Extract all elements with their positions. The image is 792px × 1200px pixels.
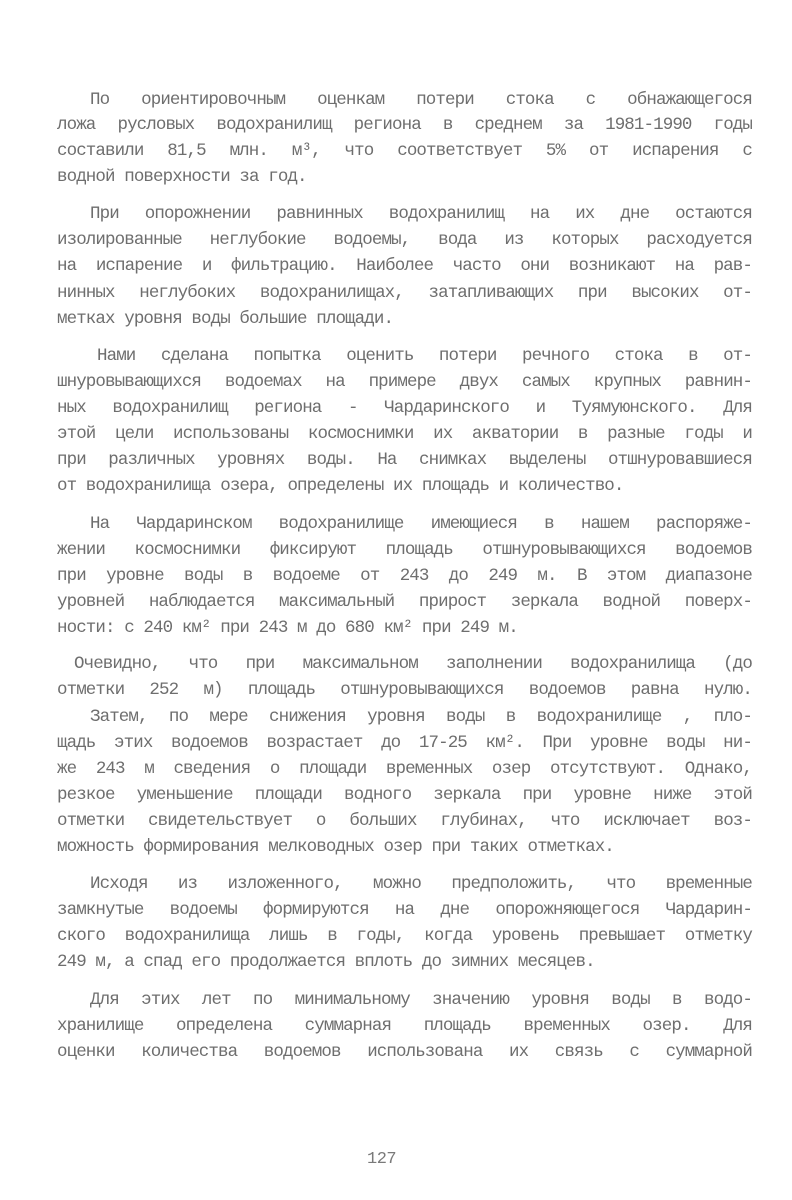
text-line: 249 м, а спад его продолжается вплоть до зимних месяцев. <box>57 952 595 972</box>
text-line: этой цели использованы космоснимки их акватории в разные годы и <box>57 424 752 444</box>
text-line: составили 81,5 млн. м³, что соответствует 5% от испарения с <box>57 141 752 161</box>
text-line: ложа русловых водохранилищ региона в среднем за 1981-1990 годы <box>57 115 752 135</box>
text-line: водной поверхности за год. <box>57 167 307 187</box>
text-line: отметки 252 м) площадь отшнуровывающихся водоемов равна нулю. <box>57 680 752 700</box>
text-line: хранилище определена суммарная площадь временных озер. Для <box>57 1016 752 1036</box>
text-line: изолированные неглубокие водоемы, вода из которых расходуется <box>57 230 752 250</box>
text-line: ности: с 240 км² при 243 м до 680 км² при 249 м. <box>57 618 518 638</box>
text-line: на испарение и фильтрацию. Наиболее часто они возникают на рав- <box>57 256 752 276</box>
text-line: при уровне воды в водоеме от 243 до 249 м. В этом диапазоне <box>57 566 752 586</box>
text-line: же 243 м сведения о площади временных озер отсутствуют. Однако, <box>57 759 752 779</box>
text-line: Нами сделана попытка оценить потери речного стока в от- <box>97 346 752 366</box>
page-number: 127 <box>367 1150 397 1169</box>
text-line: отметки свидетельствует о больших глубинах, что исключает воз- <box>57 811 752 831</box>
text-line: метках уровня воды большие площади. <box>57 309 394 329</box>
text-line: оценки количества водоемов использована их связь с суммарной <box>57 1042 752 1062</box>
text-line: Исходя из изложенного, можно предположить, что временные <box>90 874 752 894</box>
text-line: щадь этих водоемов возрастает до 17-25 км². При уровне воды ни- <box>57 733 752 753</box>
text-line: при различных уровнях воды. На снимках выделены отшнуровавшиеся <box>57 450 752 470</box>
text-line: На Чардаринском водохранилище имеющиеся в нашем распоряже- <box>90 514 752 534</box>
text-line: Для этих лет по минимальному значению уровня воды в водо- <box>90 990 752 1010</box>
text-line: от водохранилища озера, определены их площадь и количество. <box>57 476 624 496</box>
text-line: уровней наблюдается максимальный прирост зеркала водной поверх- <box>57 592 752 612</box>
text-line: При опорожнении равнинных водохранилищ на их дне остаются <box>90 204 752 224</box>
text-line: Очевидно, что при максимальном заполнении водохранилища (до <box>74 654 752 674</box>
text-line: резкое уменьшение площади водного зеркала при уровне ниже этой <box>57 785 752 805</box>
text-line: По ориентировочным оценкам потери стока с обнажающегося <box>90 90 752 110</box>
text-line: шнуровывающихся водоемах на примере двух самых крупных равнин- <box>57 372 752 392</box>
text-line: замкнутые водоемы формируются на дне опорожняющегося Чардарин- <box>57 900 752 920</box>
text-line: жении космоснимки фиксируют площадь отшнуровывающихся водоемов <box>57 540 752 560</box>
text-line: Затем, по мере снижения уровня воды в водохранилище , пло- <box>90 707 752 727</box>
text-line: нинных неглубоких водохранилищах, затапливающих при высоких от- <box>57 283 752 303</box>
text-line: ского водохранилища лишь в годы, когда уровень превышает отметку <box>57 926 752 946</box>
text-line: ных водохранилищ региона - Чардаринского и Туямуюнского. Для <box>57 398 752 418</box>
text-line: можность формирования мелководных озер при таких отметках. <box>57 837 614 857</box>
